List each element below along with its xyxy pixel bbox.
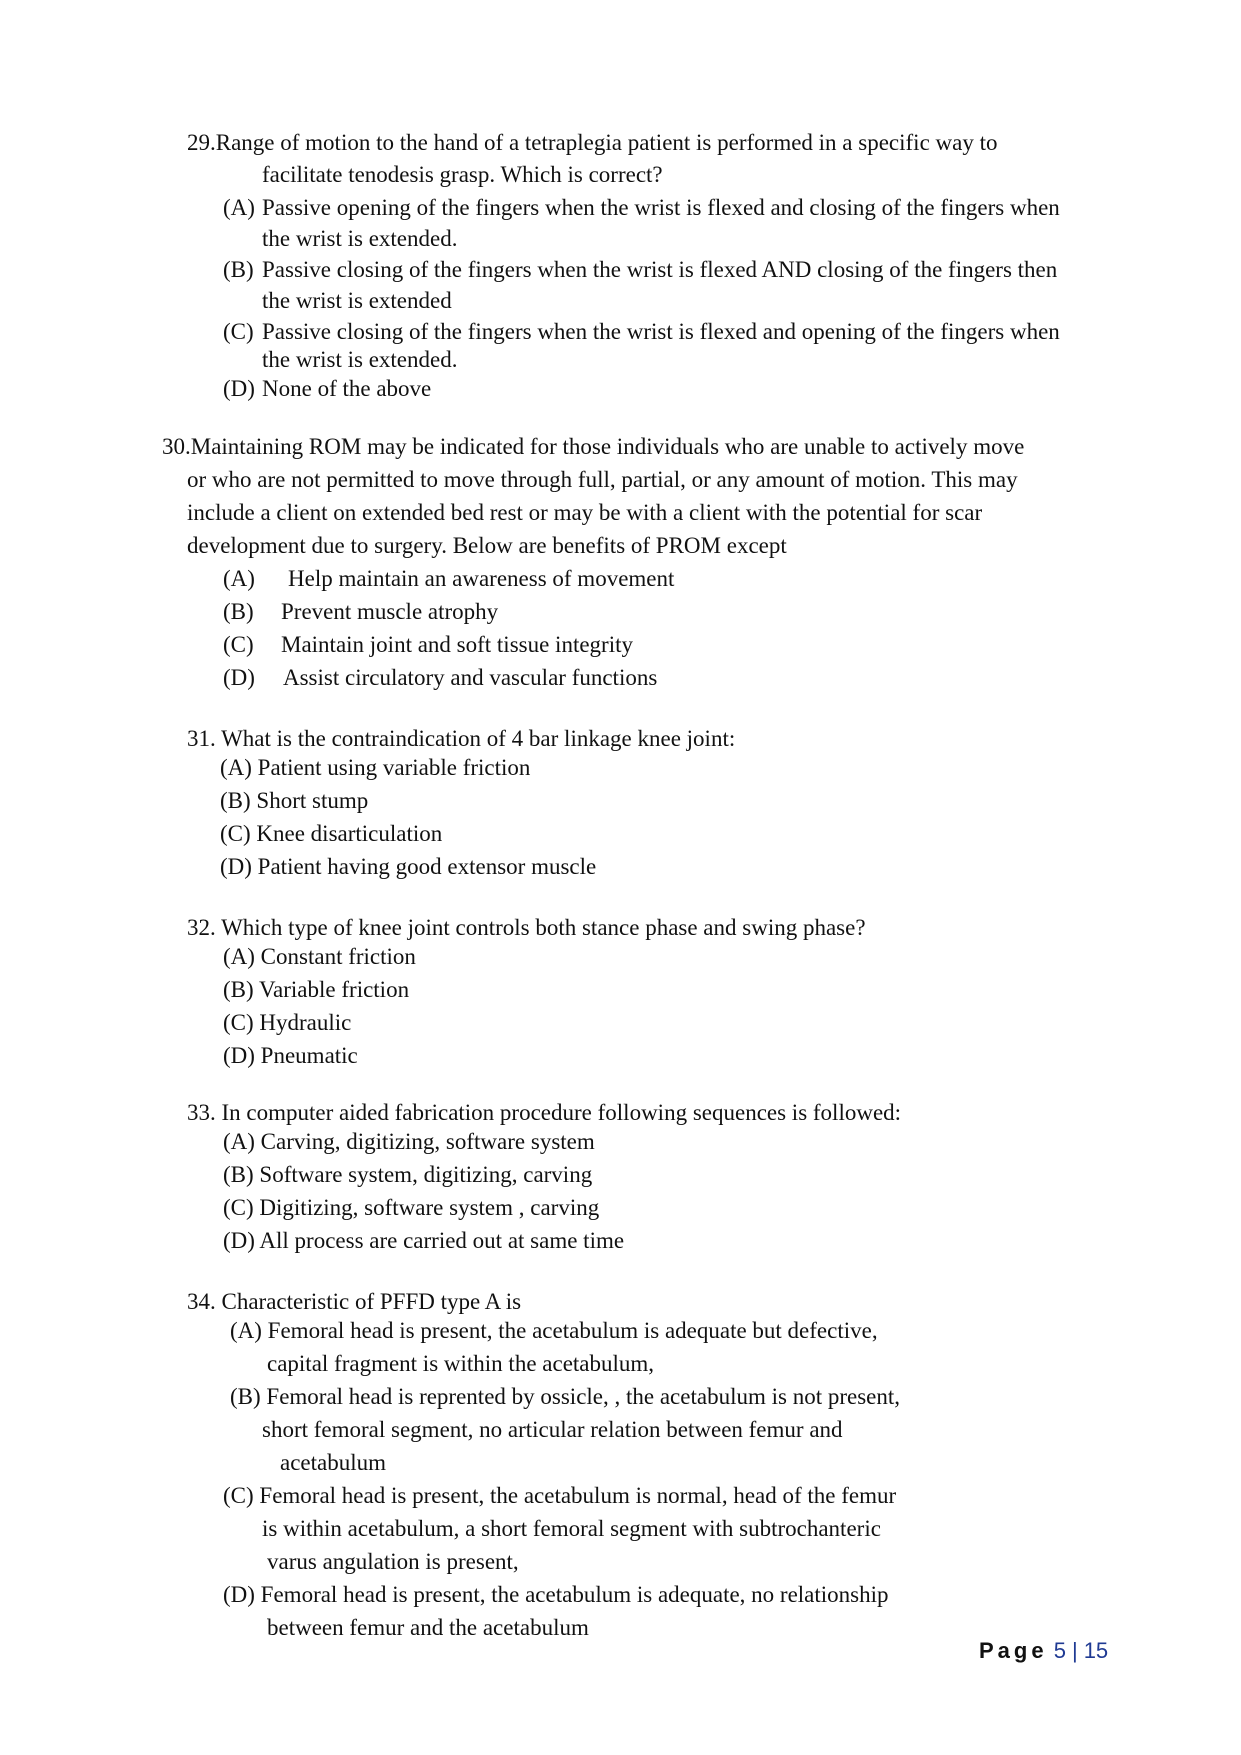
question-32-option-d: (D) Pneumatic	[223, 1043, 358, 1068]
question-34-option-b-line-2: short femoral segment, no articular relation between femur and	[262, 1417, 843, 1442]
question-29-option-c-text-2: the wrist is extended.	[262, 347, 458, 372]
question-30-stem-line-3: include a client on extended bed rest or may be with a client with the potential for scar	[187, 500, 983, 525]
question-31-stem: 31. What is the contraindication of 4 bar linkage knee joint:	[187, 726, 736, 751]
question-34-option-c-line-3: varus angulation is present,	[267, 1549, 519, 1574]
question-29-option-d-letter: (D)	[223, 376, 255, 401]
question-29-option-a-text-1: Passive opening of the fingers when the wrist is flexed and closing of the fingers when	[262, 195, 1060, 220]
question-34-option-c-line-1: (C) Femoral head is present, the acetabulum is normal, head of the femur	[223, 1483, 897, 1508]
question-30-option-b-text: Prevent muscle atrophy	[281, 599, 499, 624]
question-30-option-d-letter: (D)	[223, 665, 255, 690]
question-30-stem-line-1: 30.Maintaining ROM may be indicated for those individuals who are unable to actively move	[162, 434, 1025, 459]
page-separator: |	[1071, 1638, 1078, 1663]
question-30-stem-line-2: or who are not permitted to move through full, partial, or any amount of motion. This may	[187, 467, 1018, 492]
question-31-option-d: (D) Patient having good extensor muscle	[220, 854, 597, 879]
question-33-stem: 33. In computer aided fabrication procedure following sequences is followed:	[187, 1100, 902, 1125]
question-34-stem: 34. Characteristic of PFFD type A is	[187, 1289, 522, 1314]
question-34-option-a-line-1: (A) Femoral head is present, the acetabulum is adequate but defective,	[230, 1318, 878, 1343]
question-29-stem-line-1: 29.Range of motion to the hand of a tetraplegia patient is performed in a specific way to	[187, 130, 998, 155]
question-31-option-a: (A) Patient using variable friction	[220, 755, 531, 780]
question-34-option-b-line-3: acetabulum	[280, 1450, 387, 1475]
question-31-option-c: (C) Knee disarticulation	[220, 821, 443, 846]
page-total: 15	[1083, 1638, 1109, 1663]
page-footer	[979, 1637, 1108, 1665]
question-30-option-a-letter: (A)	[223, 566, 255, 591]
question-31-option-b: (B) Short stump	[220, 788, 369, 813]
question-29-option-c-text-1: Passive closing of the fingers when the wrist is flexed and opening of the fingers when	[262, 319, 1060, 344]
question-29-option-b-text-1: Passive closing of the fingers when the wrist is flexed AND closing of the fingers then	[262, 257, 1058, 282]
question-34-option-b-line-1: (B) Femoral head is reprented by ossicle, , the acetabulum is not present,	[230, 1384, 900, 1409]
question-30-stem-line-4: development due to surgery. Below are benefits of PROM except	[187, 533, 787, 558]
question-33-option-b: (B) Software system, digitizing, carving	[223, 1162, 593, 1187]
question-29-option-c-letter: (C)	[223, 319, 254, 344]
question-34-option-c-line-2: is within acetabulum, a short femoral segment with subtrochanteric	[262, 1516, 881, 1541]
question-34-option-d-line-2: between femur and the acetabulum	[267, 1615, 589, 1640]
question-33-option-c: (C) Digitizing, software system , carving	[223, 1195, 600, 1220]
page-number: 5	[1053, 1638, 1066, 1663]
question-30-option-b-letter: (B)	[223, 599, 254, 624]
question-32-option-b: (B) Variable friction	[223, 977, 410, 1002]
question-29-option-d-text: None of the above	[262, 376, 432, 401]
question-29-option-b-letter: (B)	[223, 257, 254, 282]
question-32-option-c: (C) Hydraulic	[223, 1010, 352, 1035]
question-29-stem-line-2: facilitate tenodesis grasp. Which is correct?	[262, 162, 663, 187]
question-29-option-a-text-2: the wrist is extended.	[262, 226, 458, 251]
question-32-stem: 32. Which type of knee joint controls both stance phase and swing phase?	[187, 915, 866, 940]
question-34-option-d-line-1: (D) Femoral head is present, the acetabulum is adequate, no relationship	[223, 1582, 889, 1607]
question-33-option-d: (D) All process are carried out at same time	[223, 1228, 625, 1253]
question-29-option-b-text-2: the wrist is extended	[262, 288, 452, 313]
question-34-option-a-line-2: capital fragment is within the acetabulum,	[267, 1351, 655, 1376]
question-32-option-a: (A) Constant friction	[223, 944, 416, 969]
question-33-option-a: (A) Carving, digitizing, software system	[223, 1129, 595, 1154]
question-30-option-a-text: Help maintain an awareness of movement	[288, 566, 675, 591]
question-30-option-c-text: Maintain joint and soft tissue integrity	[281, 632, 633, 657]
question-30-option-d-text: Assist circulatory and vascular functions	[283, 665, 658, 690]
question-29-option-a-letter: (A)	[223, 195, 255, 220]
page-label: Page	[979, 1638, 1048, 1663]
question-30-option-c-letter: (C)	[223, 632, 254, 657]
